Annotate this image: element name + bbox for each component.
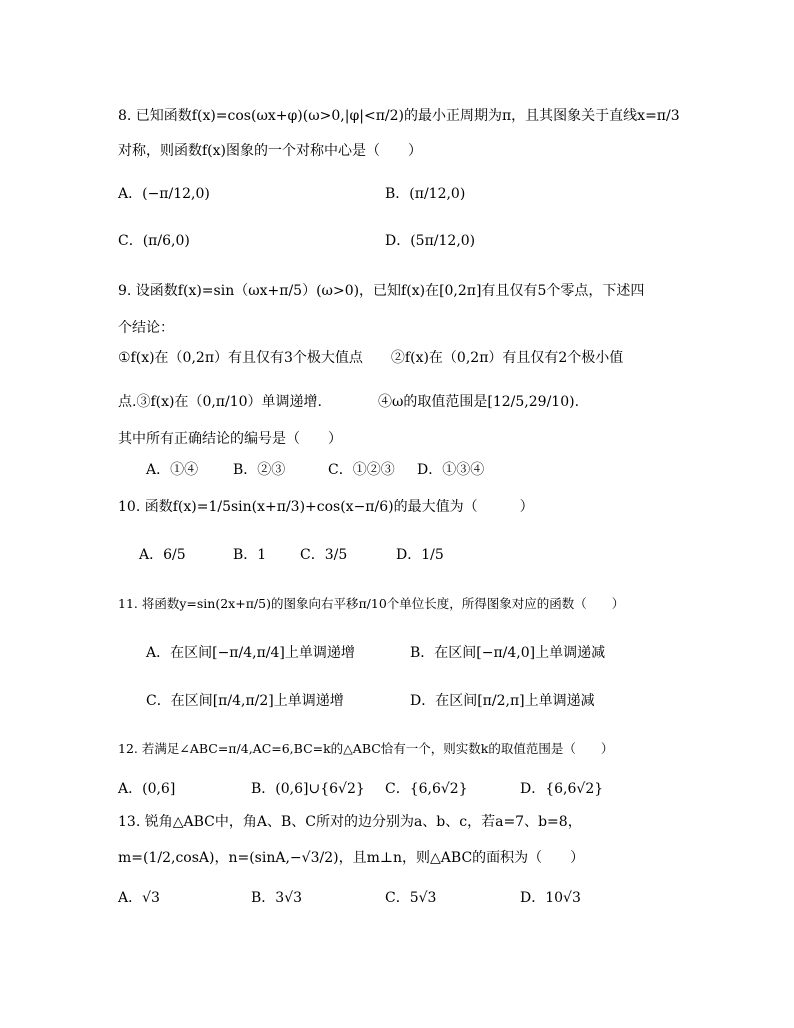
question-9-stem: 9. 设函数f(x)=sin（ωx+π/5）(ω>0)，已知f(x)在[0,2π]有且仅有5个零点，下述四 [118, 283, 645, 299]
option-d: D．在区间[π/2,π]上单调递减 [410, 693, 595, 709]
option-c: C．在区间[π/4,π/2]上单调递增 [146, 693, 344, 709]
option-a: A．√3 [118, 890, 160, 906]
option-a: A．6/5 [139, 547, 186, 563]
question-10-stem: 10. 函数f(x)=1/5sin(x+π/3)+cos(x−π/6)的最大值为（ ） [118, 499, 534, 515]
question-12-stem: 12. 若满足∠ABC=π/4,AC=6,BC=k的△ABC恰有一个，则实数k的取值范围是（ ） [118, 741, 614, 756]
question-8-stem-cont: 对称，则函数f(x)图象的一个对称中心是（ ） [118, 143, 422, 159]
option-d: D．10√3 [520, 890, 581, 906]
option-b: B．(0,6]∪{6√2} [251, 781, 365, 797]
option-b: B．在区间[−π/4,0]上单调递减 [410, 645, 606, 661]
option-a: A．(0,6] [118, 781, 176, 797]
option-b: B．②③ [233, 462, 286, 478]
option-d: D．①③④ [417, 462, 485, 478]
option-d: D．1/5 [396, 547, 444, 563]
question-9-statements-1-2: ①f(x)在（0,2π）有且仅有3个极大值点 ②f(x)在（0,2π）有且仅有2个极小值 [118, 350, 624, 366]
question-13-stem: 13. 锐角△ABC中，角A、B、C所对的边分别为a、b、c，若a=7、b=8， [118, 814, 582, 830]
option-a: A．(−π/12,0) [118, 186, 210, 202]
option-d: D．(5π/12,0) [385, 233, 476, 249]
option-c: C．(π/6,0) [118, 233, 190, 249]
question-9-stem-cont: 个结论： [118, 320, 174, 336]
question-8-stem: 8. 已知函数f(x)=cos(ωx+φ)(ω>0,|φ|<π/2)的最小正周期为π，且其图象关于直线x=π/3 [118, 108, 680, 124]
question-9-prompt: 其中所有正确结论的编号是（ ） [118, 431, 342, 447]
option-b: B．1 [233, 547, 267, 563]
question-11-stem: 11. 将函数y=sin(2x+π/5)的图象向右平移π/10个单位长度，所得图象对应的函数（ ） [118, 596, 625, 611]
option-a: A．在区间[−π/4,π/4]上单调递增 [146, 645, 355, 661]
option-b: B．3√3 [251, 890, 303, 906]
option-c: C．5√3 [385, 890, 437, 906]
question-13-vectors: m=(1/2,cosA)，n=(sinA,−√3/2)，且m⊥n，则△ABC的面积为（ ） [118, 850, 585, 866]
question-9-statements-3-4: 点.③f(x)在（0,π/10）单调递增. ④ω的取值范围是[12/5,29/10). [118, 394, 580, 410]
option-b: B．(π/12,0) [385, 186, 466, 202]
option-d: D．{6,6√2} [520, 781, 604, 797]
option-a: A．①④ [146, 462, 199, 478]
option-c: C．{6,6√2} [385, 781, 468, 797]
option-c: C．3/5 [300, 547, 348, 563]
option-c: C．①②③ [328, 462, 395, 478]
